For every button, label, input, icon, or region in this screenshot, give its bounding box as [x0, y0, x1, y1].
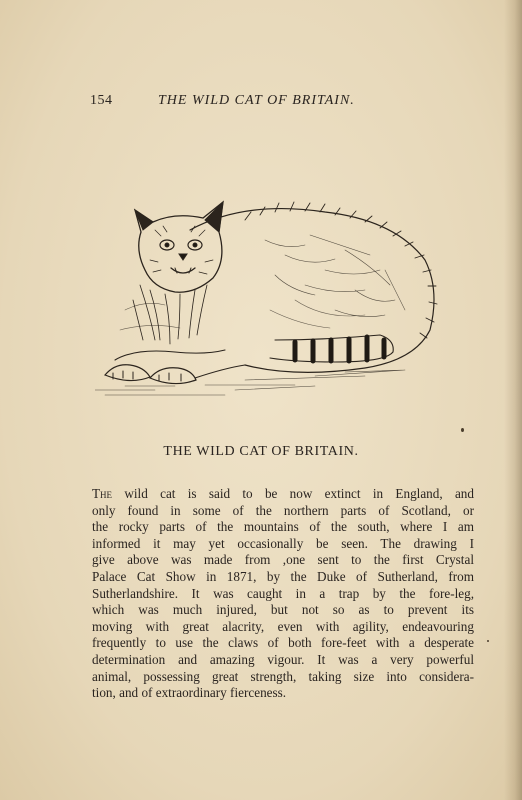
text-line: only found in some of the northern parts of Scotland, or [92, 502, 474, 518]
text-line: animal, possessing great strength, taking size into considera- [92, 668, 474, 684]
paper-speck [461, 428, 464, 432]
illustration-caption: THE WILD CAT OF BRITAIN. [163, 444, 359, 459]
text-line: frequently to use the claws of both fore-feet with a desperate [92, 635, 474, 651]
text-line: determination and amazing vigour. It was a very powerful [92, 651, 474, 667]
text-line: tion, and of extraordinary fierceness. [92, 685, 287, 701]
paper-speck [487, 640, 489, 642]
text-line: Palace Cat Show in 1871, by the Duke of Sutherland, from [92, 568, 474, 584]
page-header [90, 93, 470, 115]
text-line: which was much injured, but not so as to prevent its [92, 602, 474, 618]
running-head: THE WILD CAT OF BRITAIN. [158, 93, 355, 108]
page-number: 154 [90, 93, 113, 108]
page-gutter-shadow [504, 0, 522, 800]
wild-cat-illustration [95, 190, 445, 400]
lead-word: The [92, 486, 113, 501]
text-line: moving with great alacrity, even with agility, endeavouring [92, 618, 474, 634]
text-line: the rocky parts of the mountains of the south, where I am [92, 519, 474, 535]
body-paragraph [92, 486, 474, 702]
text-line: informed it may yet occasionally be seen. The drawing I [92, 535, 474, 551]
text-line: Sutherlandshire. It was caught in a trap by the fore-leg, [92, 585, 474, 601]
text-line: give above was made from ,one sent to the first Crystal [92, 552, 474, 568]
text-line: The wild cat is said to be now extinct in England, and [92, 486, 474, 501]
